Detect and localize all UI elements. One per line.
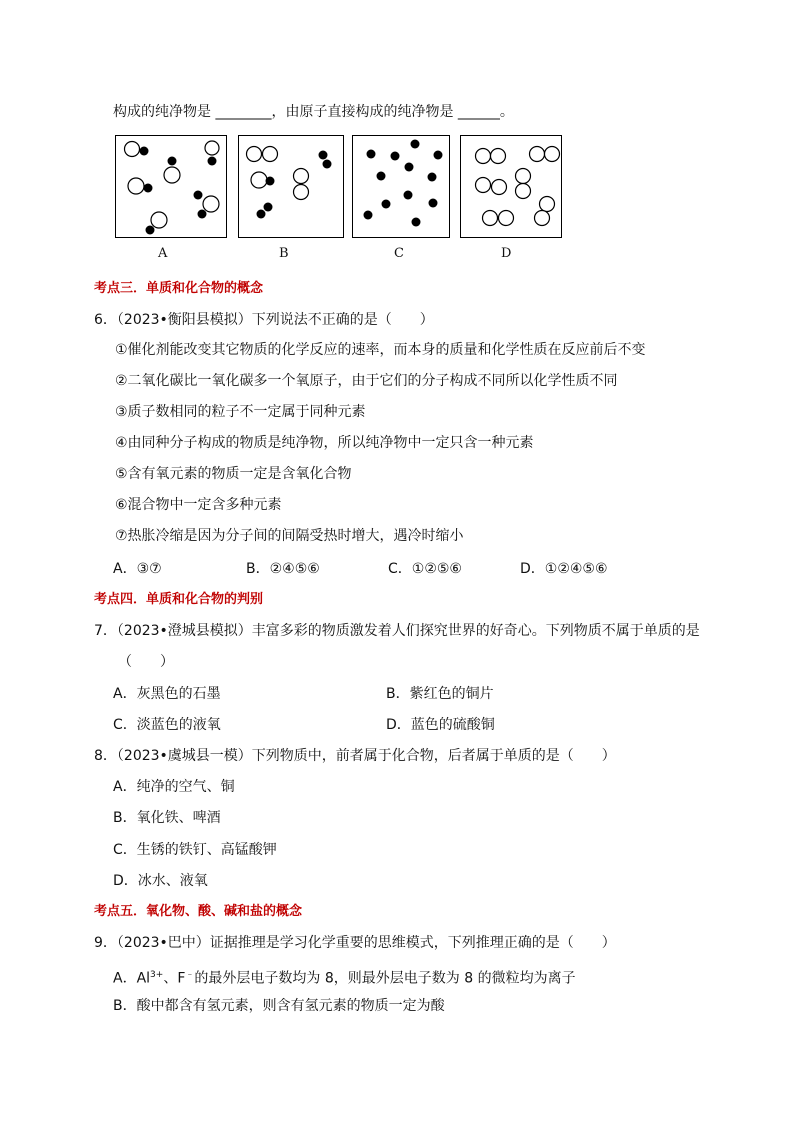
q6-statement: ④由同种分子构成的物质是纯净物，所以纯净物中一定只含一种元素 xyxy=(115,435,534,451)
q7-option-c[interactable]: C．淡蓝色的液氧 xyxy=(113,717,221,733)
q9-option-b[interactable]: B．酸中都含有氢元素，则含有氢元素的物质一定为酸 xyxy=(113,998,445,1014)
q7-option-d[interactable]: D．蓝色的硫酸铜 xyxy=(386,717,495,733)
particle-diagram-c xyxy=(353,136,449,237)
intro-line: 构成的纯净物是 ________，由原子直接构成的纯净物是 ______。 xyxy=(113,104,514,120)
q6-option-a[interactable]: A．③⑦ xyxy=(113,561,162,577)
q7-stem: 7．（2023•澄城县模拟）丰富多彩的物质激发着人们探究世界的好奇心。下列物质不属于单质的是 xyxy=(94,623,700,639)
particle-diagram-b xyxy=(239,136,343,237)
q9-stem: 9．（2023•巴中）证据推理是学习化学重要的思维模式，下列推理正确的是（ ） xyxy=(94,935,616,951)
figure-box-b xyxy=(238,135,344,238)
q6-statement: ②二氧化碳比一氧化碳多一个氧原子，由于它们的分子构成不同所以化学性质不同 xyxy=(115,373,618,389)
q6-stem: 6．（2023•衡阳县模拟）下列说法不正确的是（ ） xyxy=(94,312,434,328)
q6-option-b[interactable]: B．②④⑤⑥ xyxy=(246,561,320,577)
q6-statement: ⑥混合物中一定含多种元素 xyxy=(115,497,282,513)
particle-diagram-d xyxy=(461,136,561,237)
section-title-4: 考点四．单质和化合物的判别 xyxy=(94,592,264,607)
figure-label-d: D xyxy=(501,246,512,261)
figure-box-d xyxy=(460,135,562,238)
q8-option-d[interactable]: D．冰水、液氧 xyxy=(113,873,208,889)
particle-diagram-a xyxy=(116,136,226,237)
figure-label-b: B xyxy=(279,246,289,261)
q8-option-c[interactable]: C．生锈的铁钉、高锰酸钾 xyxy=(113,842,277,858)
figure-label-c: C xyxy=(394,246,404,261)
figure-box-c xyxy=(352,135,450,238)
q6-option-d[interactable]: D．①②④⑤⑥ xyxy=(520,561,608,577)
figure-box-a xyxy=(115,135,227,238)
q7-option-a[interactable]: A．灰黑色的石墨 xyxy=(113,686,221,702)
q6-statement: ⑦热胀冷缩是因为分子间的间隔受热时增大，遇冷时缩小 xyxy=(115,528,464,544)
q8-stem: 8．（2023•虞城县一模）下列物质中，前者属于化合物，后者属于单质的是（ ） xyxy=(94,748,616,764)
q9-option-a-mid: 、F xyxy=(163,970,186,987)
q6-statement: ①催化剂能改变其它物质的化学反应的速率，而本身的质量和化学性质在反应前后不变 xyxy=(115,342,646,358)
q8-option-b[interactable]: B．氧化铁、啤酒 xyxy=(113,810,221,826)
q7-option-b[interactable]: B．紫红色的铜片 xyxy=(386,686,494,702)
section-title-3: 考点三．单质和化合物的概念 xyxy=(94,281,264,296)
q9-option-a[interactable] xyxy=(113,966,576,988)
q9-option-a-prefix: A．Al xyxy=(113,970,151,987)
q9-option-a-charge: ﹣ xyxy=(185,970,195,980)
q9-option-a-charge: 3+ xyxy=(150,970,164,980)
section-title-5: 考点五．氧化物、酸、碱和盐的概念 xyxy=(94,904,303,919)
q8-option-a[interactable]: A．纯净的空气、铜 xyxy=(113,779,235,795)
q9-option-a-text: 的最外层电子数均为 8，则最外层电子数为 8 的微粒均为离子 xyxy=(194,970,576,987)
q6-statement: ⑤含有氧元素的物质一定是含氧化合物 xyxy=(115,466,352,482)
figure-label-a: A xyxy=(158,246,168,261)
q6-statement: ③质子数相同的粒子不一定属于同种元素 xyxy=(115,404,366,420)
q7-answer-blank: （ ） xyxy=(118,654,174,670)
q6-option-c[interactable]: C．①②⑤⑥ xyxy=(388,561,462,577)
